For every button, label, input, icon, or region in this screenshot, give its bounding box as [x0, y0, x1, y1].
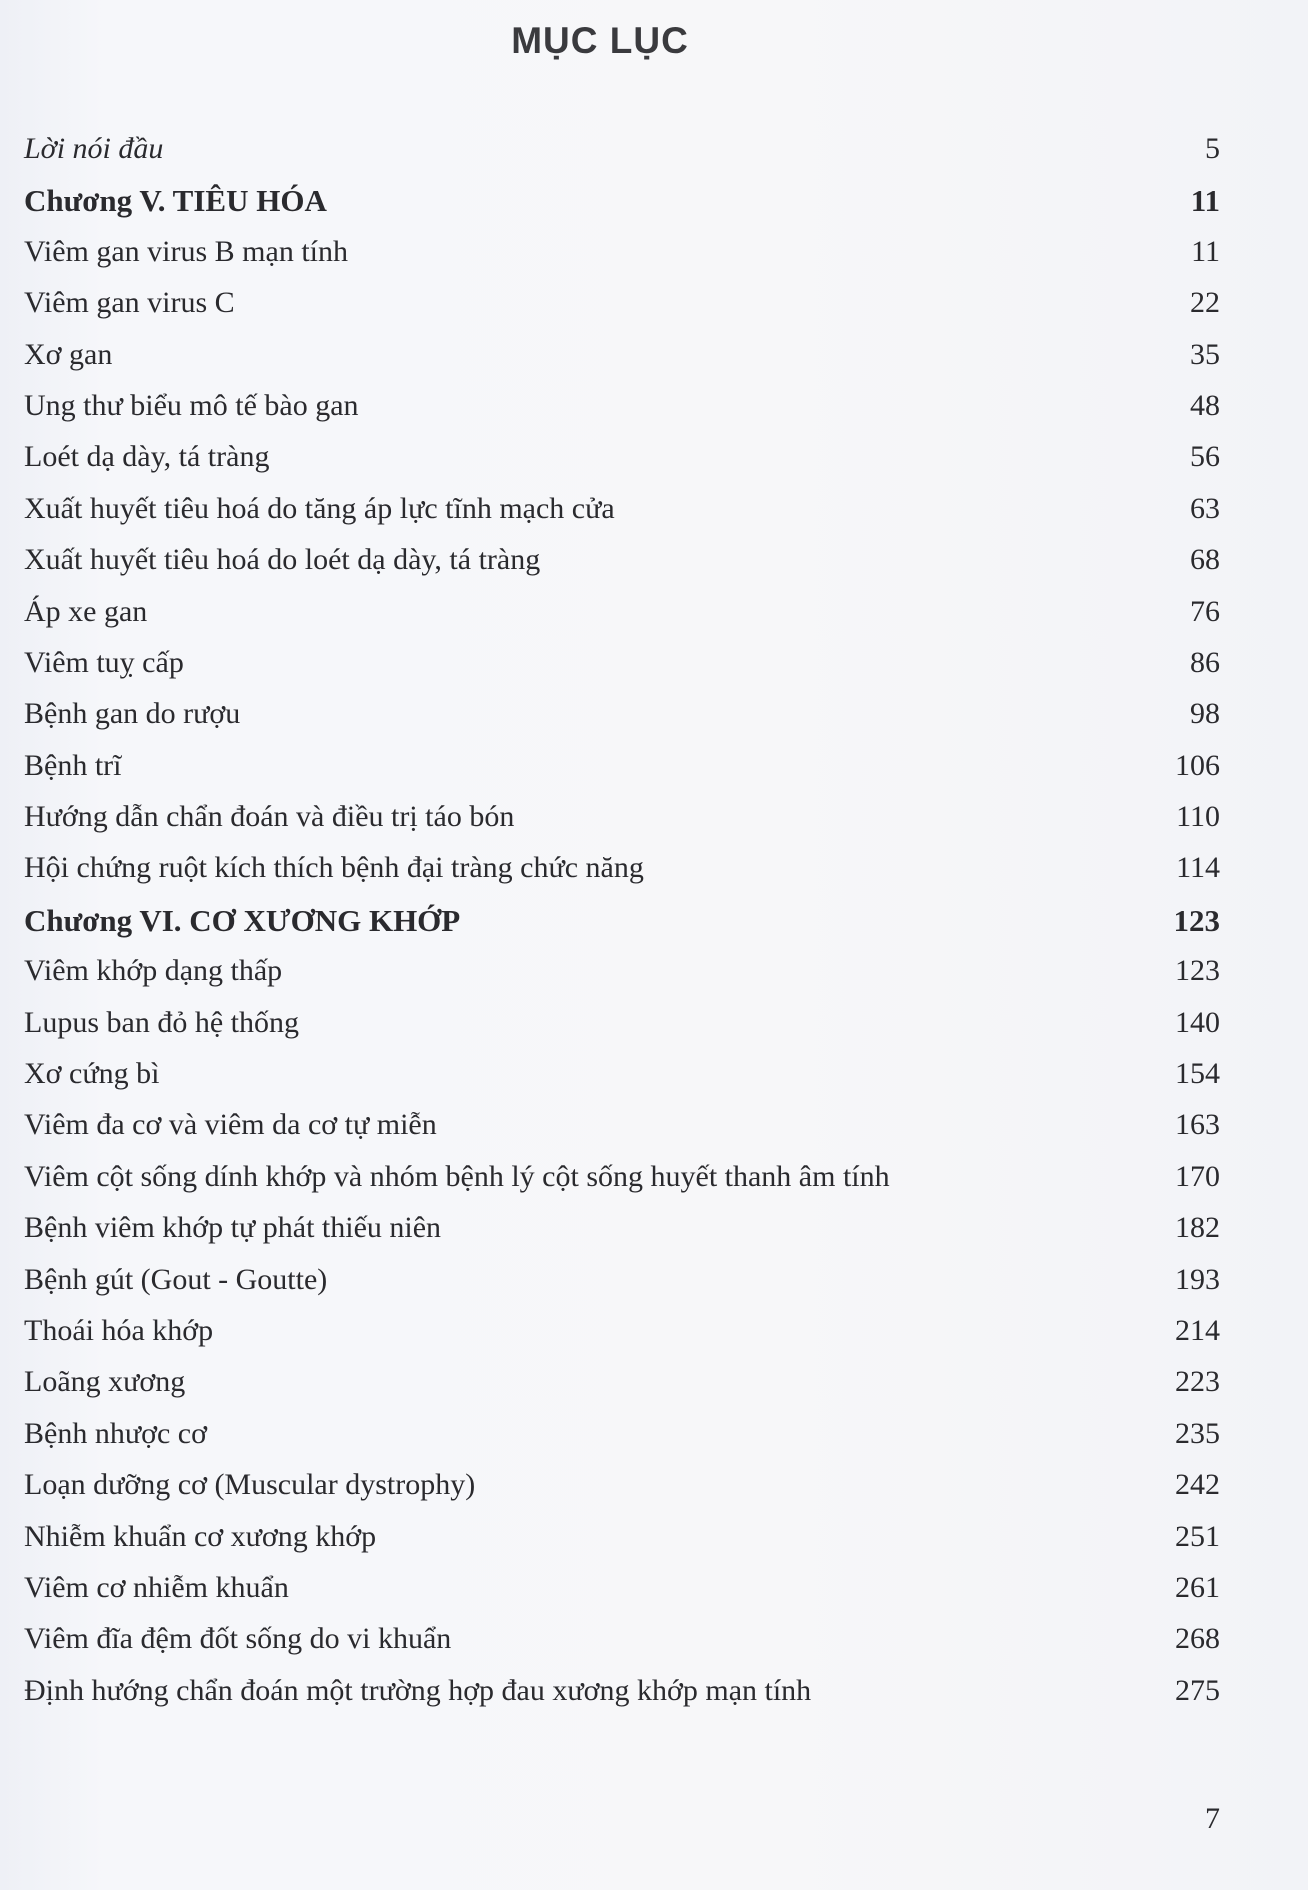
toc-entry-page: 242: [1175, 1468, 1220, 1502]
toc-entry-page: 114: [1176, 851, 1220, 885]
toc-entry: [24, 235, 1220, 286]
toc-entry-page: 35: [1190, 337, 1220, 371]
toc-entry-page: 140: [1175, 1005, 1220, 1039]
toc-entry-title: Viêm tuỵ cấp: [24, 645, 184, 679]
toc-entry-title: Thoái hóa khớp: [24, 1313, 214, 1347]
toc-entry-page: 98: [1190, 697, 1220, 731]
toc-entry-title: Xuất huyết tiêu hoá do loét dạ dày, tá tràng: [24, 543, 541, 577]
toc-entry-page: 48: [1190, 388, 1220, 422]
toc-entry-title: Bệnh viêm khớp tự phát thiếu niên: [24, 1211, 442, 1245]
toc-entry-title: Viêm gan virus B mạn tính: [24, 234, 348, 268]
toc-entry-title: Viêm cột sống dính khớp và nhóm bệnh lý cột sống huyết thanh âm tính: [24, 1159, 890, 1193]
toc-entry-page: 214: [1175, 1313, 1220, 1347]
toc-entry-page: 5: [1205, 132, 1220, 165]
toc-entry-title: Xơ cứng bì: [24, 1057, 160, 1091]
toc-entry-title: Ung thư biểu mô tế bào gan: [24, 388, 359, 422]
toc-entry: [24, 646, 1220, 697]
toc-entry-title: Xơ gan: [24, 337, 113, 371]
toc-entry: [24, 851, 1220, 902]
toc-entry: [24, 132, 1220, 183]
toc-entry-title: Hướng dẫn chẩn đoán và điều trị táo bón: [24, 800, 515, 834]
toc-entry-title: Loãng xương: [24, 1365, 186, 1399]
toc-entry-page: 154: [1175, 1057, 1220, 1091]
toc-entry-title: Loét dạ dày, tá tràng: [24, 440, 270, 474]
toc-entry: [24, 440, 1220, 491]
toc-entry-page: 86: [1190, 645, 1220, 679]
toc-entry-title: Viêm đĩa đệm đốt sống do vi khuẩn: [24, 1622, 452, 1656]
toc-entry: [24, 1571, 1220, 1622]
toc-entry-page: 251: [1175, 1519, 1220, 1553]
toc-entry-title: Áp xe gan: [24, 594, 148, 628]
toc-entry: [24, 954, 1220, 1005]
toc-entry-title: Chương V. TIÊU HÓA: [24, 183, 327, 219]
toc-entry-title: Bệnh gút (Gout - Goutte): [24, 1262, 328, 1296]
toc-entry: [24, 1108, 1220, 1159]
toc-entry: [24, 1160, 1220, 1211]
toc-chapter-heading: [24, 183, 1220, 234]
toc-entry-title: Loạn dưỡng cơ (Muscular dystrophy): [24, 1468, 476, 1502]
toc-entry-page: 11: [1191, 234, 1220, 268]
toc-entry-title: Bệnh gan do rượu: [24, 697, 241, 731]
toc-entry: [24, 1006, 1220, 1057]
toc-entry-title: Bệnh nhược cơ: [24, 1416, 207, 1450]
toc-entry-title: Xuất huyết tiêu hoá do tăng áp lực tĩnh mạch cửa: [24, 491, 615, 525]
toc-entry-page: 123: [1173, 902, 1220, 938]
toc-entry: [24, 697, 1220, 748]
toc-entry-page: 106: [1175, 748, 1220, 782]
toc-entry-page: 261: [1175, 1570, 1220, 1604]
toc-entry-title: Viêm khớp dạng thấp: [24, 954, 283, 988]
toc-entry-title: Định hướng chẩn đoán một trường hợp đau xương khớp mạn tính: [24, 1673, 812, 1707]
toc-entry: [24, 1417, 1220, 1468]
toc-entry: [24, 338, 1220, 389]
toc-entry-page: 163: [1175, 1108, 1220, 1142]
toc-entry-page: 63: [1190, 491, 1220, 525]
toc-entry-page: 170: [1175, 1159, 1220, 1193]
toc-entry: [24, 595, 1220, 646]
toc-entry: [24, 1263, 1220, 1314]
toc-entry: [24, 1468, 1220, 1519]
toc-entry: [24, 1520, 1220, 1571]
toc-entry-page: 123: [1175, 954, 1220, 988]
toc-entry-title: Hội chứng ruột kích thích bệnh đại tràng chức năng: [24, 851, 644, 885]
toc-entry: [24, 1057, 1220, 1108]
toc-entry-page: 68: [1190, 543, 1220, 577]
toc-entry: [24, 1211, 1220, 1262]
toc-entry-page: 76: [1190, 594, 1220, 628]
toc-entry: [24, 1314, 1220, 1365]
toc-entry-title: Lupus ban đỏ hệ thống: [24, 1005, 299, 1039]
toc-entry-page: 110: [1176, 800, 1220, 834]
toc-entry: [24, 1674, 1220, 1725]
toc-entry: [24, 543, 1220, 594]
toc-entry: [24, 1622, 1220, 1673]
toc-entry-title: Viêm cơ nhiễm khuẩn: [24, 1570, 289, 1604]
toc-entry-title: Viêm gan virus C: [24, 286, 235, 320]
toc-entry-title: Lời nói đầu: [24, 132, 164, 165]
toc-entry-page: 235: [1175, 1416, 1220, 1450]
toc-entry: [24, 286, 1220, 337]
page-title: MỤC LỤC: [511, 20, 689, 61]
page-number: 7: [1205, 1802, 1220, 1835]
toc-entry: [24, 389, 1220, 440]
toc-entry-title: Bệnh trĩ: [24, 748, 122, 782]
toc-entry-title: Viêm đa cơ và viêm da cơ tự miễn: [24, 1108, 437, 1142]
toc-entry-page: 22: [1190, 286, 1220, 320]
table-of-contents: [24, 132, 1220, 1725]
toc-entry: [24, 1365, 1220, 1416]
toc-entry-page: 182: [1175, 1211, 1220, 1245]
toc-entry-page: 223: [1175, 1365, 1220, 1399]
toc-chapter-heading: [24, 903, 1220, 954]
toc-entry: [24, 800, 1220, 851]
toc-entry-page: 193: [1175, 1262, 1220, 1296]
toc-entry-page: 56: [1190, 440, 1220, 474]
toc-entry: [24, 749, 1220, 800]
toc-entry-page: 268: [1175, 1622, 1220, 1656]
toc-entry-title: Chương VI. CƠ XƯƠNG KHỚP: [24, 902, 461, 938]
toc-entry: [24, 492, 1220, 543]
toc-entry-page: 11: [1190, 183, 1220, 219]
toc-entry-page: 275: [1175, 1673, 1220, 1707]
toc-entry-title: Nhiễm khuẩn cơ xương khớp: [24, 1519, 377, 1553]
